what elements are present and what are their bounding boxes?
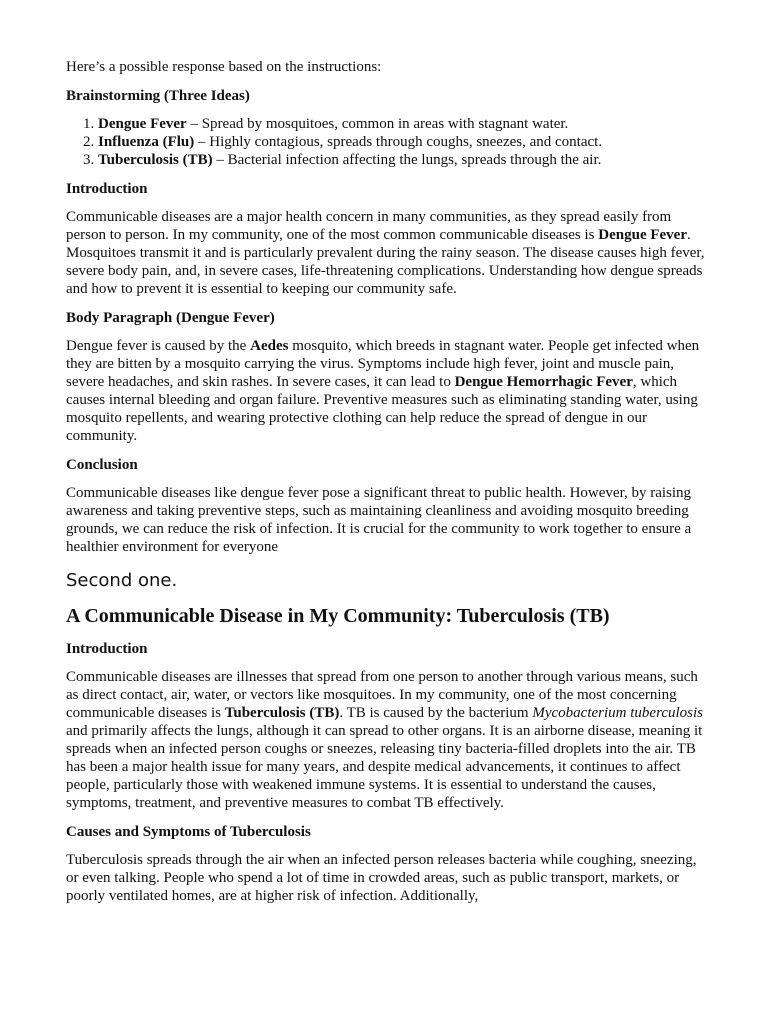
introduction-heading: Introduction bbox=[66, 181, 148, 197]
body-paragraph-heading: Body Paragraph (Dengue Fever) bbox=[66, 310, 275, 326]
causes-paragraph: Tuberculosis spreads through the air when an infected person releases bacteria while coughing, sneezing, or even talking. People who spend a lot of time in crowded areas, such as public transport, markets, or poorly ventilated homes, are at higher risk of infection. Additionally, bbox=[66, 852, 697, 904]
bold-term: Tuberculosis (TB) bbox=[224, 705, 340, 721]
list-item-term: Dengue Fever bbox=[98, 116, 187, 132]
brainstorming-heading: Brainstorming (Three Ideas) bbox=[66, 88, 250, 104]
list-item-desc: – Highly contagious, spreads through coughs, sneezes, and contact. bbox=[194, 134, 603, 150]
document-page bbox=[66, 58, 706, 916]
body-paragraph bbox=[66, 337, 706, 445]
bold-term: Dengue Hemorrhagic Fever bbox=[454, 374, 633, 390]
conclusion-heading: Conclusion bbox=[66, 457, 138, 473]
second-one-label: Second one. bbox=[66, 570, 178, 591]
list-item-desc: – Bacterial infection affecting the lungs, spreads through the air. bbox=[212, 152, 602, 168]
text-run: Dengue fever is caused by the bbox=[66, 338, 251, 354]
bold-term: Aedes bbox=[250, 338, 289, 354]
text-run: Communicable diseases are illnesses that spread from one person to another through various means, such as direct contact, air, water, or vectors like mosquitoes. In my community, one of the most concerning communicable diseases is bbox=[66, 669, 698, 721]
essay-title: A Communicable Disease in My Community: Tuberculosis (TB) bbox=[66, 605, 610, 627]
introduction-paragraph-2 bbox=[66, 668, 706, 812]
list-item bbox=[98, 133, 706, 151]
list-item bbox=[98, 115, 706, 133]
brainstorming-list bbox=[66, 115, 706, 169]
italic-term: Mycobacterium tuberculosis bbox=[532, 705, 704, 721]
list-item-desc: – Spread by mosquitoes, common in areas with stagnant water. bbox=[186, 116, 569, 132]
introduction-heading-2: Introduction bbox=[66, 641, 148, 657]
text-run: . Mosquitoes transmit it and is particularly prevalent during the rainy season. The disease causes high fever, severe body pain, and, in severe cases, life-threatening complications. Understanding how dengue spreads and how to prevent it is essential to keeping our community safe. bbox=[66, 227, 705, 297]
text-run: , which causes internal bleeding and organ failure. Preventive measures such as eliminating standing water, using mosquito repellents, and wearing protective clothing can help reduce the spread of dengue in our community. bbox=[66, 374, 698, 444]
text-run: . TB is caused by the bacterium bbox=[339, 705, 533, 721]
bold-term: Dengue Fever bbox=[598, 227, 687, 243]
introduction-paragraph bbox=[66, 208, 706, 298]
text-run: and primarily affects the lungs, although it can spread to other organs. It is an airborne disease, meaning it spreads when an infected person coughs or sneezes, releasing tiny bacteria-filled droplets into the air. TB has been a major health issue for many years, and despite medical advancements, it continues to affect people, particularly those with weakened immune systems. It is essential to understand the causes, symptoms, treatment, and preventive measures to combat TB effectively. bbox=[66, 723, 703, 811]
conclusion-paragraph: Communicable diseases like dengue fever pose a significant threat to public health. However, by raising awareness and taking preventive steps, such as maintaining cleanliness and avoiding mosquito breeding grounds, we can reduce the risk of infection. It is crucial for the community to work together to ensure a healthier environment for everyone bbox=[66, 485, 692, 555]
list-item bbox=[98, 151, 706, 169]
causes-heading: Causes and Symptoms of Tuberculosis bbox=[66, 824, 311, 840]
list-item-term: Tuberculosis (TB) bbox=[98, 152, 213, 168]
list-item-term: Influenza (Flu) bbox=[98, 134, 195, 150]
text-run: Communicable diseases are a major health concern in many communities, as they spread easily from person to person. In my community, one of the most common communicable diseases is bbox=[66, 209, 672, 243]
text-run: mosquito, which breeds in stagnant water. People get infected when they are bitten by a mosquito carrying the virus. Symptoms include high fever, joint and muscle pain, severe headaches, and skin rashes. In severe cases, it can lead to bbox=[66, 338, 700, 390]
intro-line: Here’s a possible response based on the instructions: bbox=[66, 59, 382, 75]
